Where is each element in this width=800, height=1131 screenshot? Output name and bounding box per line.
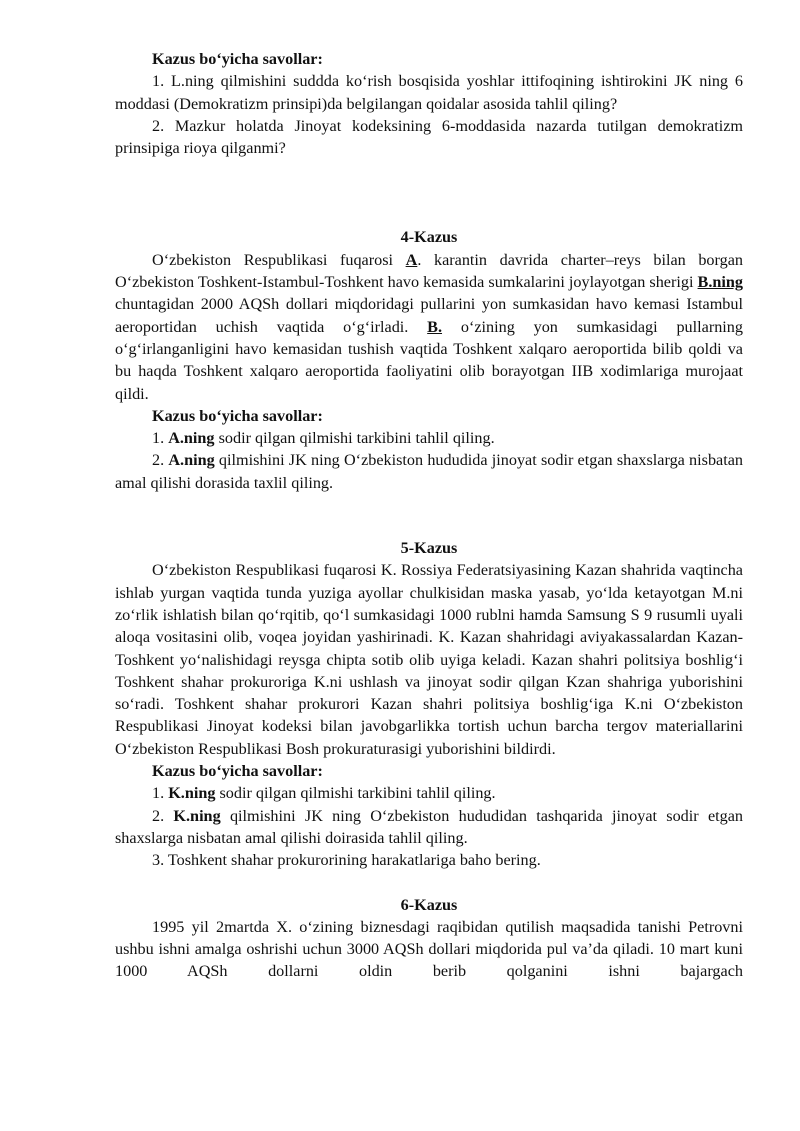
case5-question-1: 1. K.ning sodir qilgan qilmishi tarkibini tahlil qiling. [152, 784, 496, 803]
case4-title: 4-Kazus [400, 228, 458, 247]
case4-questions-heading: Kazus bo‘yicha savollar: [152, 406, 323, 425]
spacer [115, 159, 743, 226]
case5-question-3: 3. Toshkent shahar prokurorining harakatlariga baho bering. [152, 851, 541, 870]
case6-body: 1995 yil 2martda X. o‘zining biznesdagi raqibidan qutilish maqsadida tanishi Petrovni ushbu ishni amalga oshrishi uchun 3000 AQSh dollari miqdorida pul va’da qiladi. 10 mart kuni 1000 AQSh dollarni oldin berib qolganini ishni bajargach [115, 917, 743, 981]
case4-question-2: 2. A.ning qilmishini JK ning O‘zbekiston hududida jinoyat sodir etgan shaxslarga nisbatan amal qilishi dorasida taxlil qiling. [115, 451, 744, 492]
case4-body: O‘zbekiston Respublikasi fuqarosi A. karantin davrida charter–reys bilan borgan O‘zbekiston Toshkent-Istambul-Toshkent havo kemasida sumkalarini joylayotgan sherigi B.ning chuntagidan 2000 AQSh dollari miqdoridagi pullarini yon sumkasidan havo kemasi Istambul aeroportidan uchish vaqtida o‘g‘irladi. B. o‘zining yon sumkasidagi pullarning o‘g‘irlanganligini havo kemasidan tushish vaqtida Toshkent xalqaro aeroportida bilib qoldi va bu haqda Toshkent xalqaro aeroportida faoliyatini olib borayotgan IIB xodimlariga murojaat qildi. [115, 250, 744, 403]
spacer [115, 872, 743, 894]
case5-questions-heading: Kazus bo‘yicha savollar: [152, 762, 323, 781]
case4-name-a: A [405, 250, 418, 269]
case6-title: 6-Kazus [400, 895, 458, 914]
case5-question-2: 2. K.ning qilmishini JK ning O‘zbekiston hududidan tashqarida jinoyat sodir etgan shaxslarga nisbatan amal qilishi doirasida tahlil qiling. [115, 806, 743, 847]
case5-body: O‘zbekiston Respublikasi fuqarosi K. Rossiya Federatsiyasining Kazan shahrida vaqtincha ishlab yurgan vaqtida tunda yuziga ayollar chulkisidan maska yasab, yo‘lda ketayotgan M.ni zo‘rlik ishlatish bilan qo‘rqitib, qo‘l sumkasidagi 1000 rublni hamda Samsung S 9 rusumli uyali aloqa vositasini olib, voqea joyidan yashirinadi. K. Kazan shahridagi aviyakassalardan Kazan-Toshkent yo‘nalishidagi reysga chipta sotib olib uyiga keladi. Kazan shahri politsiya boshlig‘i Toshkent shahar prokuroriga K.ni ushlash va jinoyat sodir qilgan Kzan shahriga yuborishini so‘radi. Toshkent shahar prokurori Kazan shahri politsiya boshlig‘iga K.ni O‘zbekiston Respublikasi Jinoyat kodeksi bilan javobgarlikka tortish uchun barcha tergov materiallarini O‘zbekiston Respublikasi Bosh prokuraturasigi yuborishini bildirdi. [115, 561, 743, 758]
case5-title: 5-Kazus [400, 539, 458, 558]
section3-question-2: 2. Mazkur holatda Jinoyat kodeksining 6-moddasida nazarda tutilgan demokratizm prinsipiga rioya qilganmi? [115, 116, 743, 158]
section3-questions-heading: Kazus bo‘yicha savollar: [152, 50, 323, 68]
section3-question-1: 1. L.ning qilmishini suddda ko‘rish bosqisida yoshlar ittifoqining ishtirokini JK ning 6 moddasi (Demokratizm prinsipi)da belgilangan qoidalar asosida tahlil qiling? [115, 72, 743, 113]
case4-question-1: 1. A.ning sodir qilgan qilmishi tarkibini tahlil qiling. [152, 429, 495, 448]
document-page [115, 48, 743, 983]
case4-name-b2: B. [427, 317, 443, 336]
case4-name-b: B.ning [697, 273, 743, 292]
spacer [115, 494, 743, 537]
